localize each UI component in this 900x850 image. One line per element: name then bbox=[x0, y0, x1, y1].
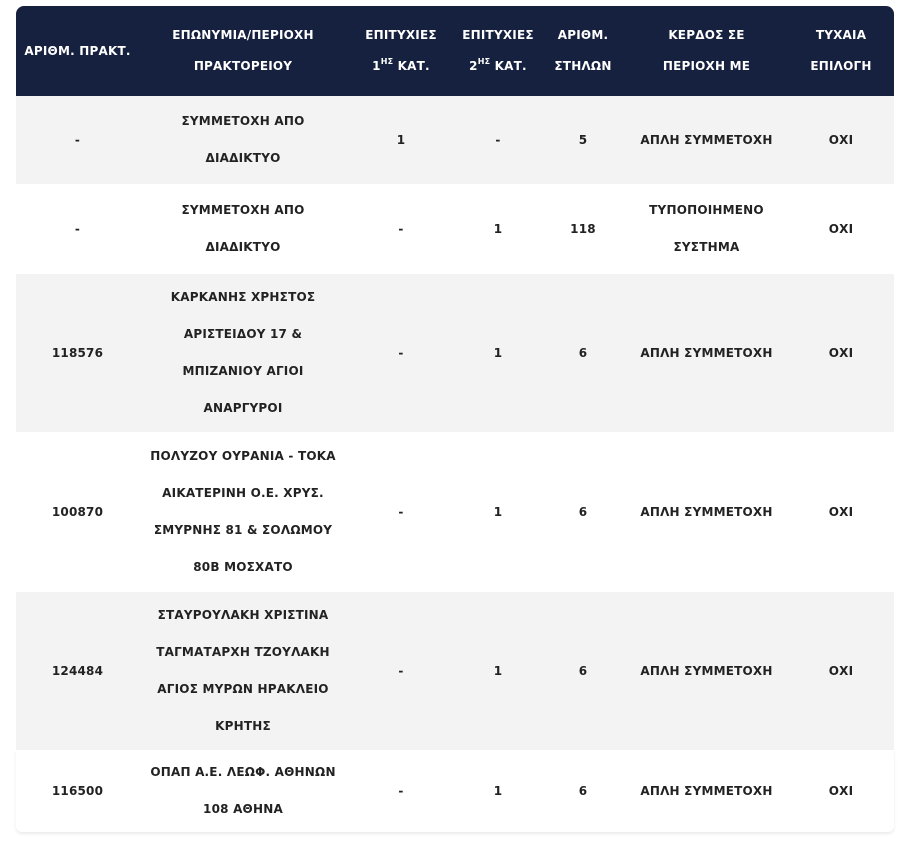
cell-text: ΣΜΥΡΝΗΣ 81 & ΣΟΛΩΜΟΥ bbox=[153, 523, 333, 537]
header-agency-name bbox=[139, 6, 347, 96]
cell-text: 100870 bbox=[51, 504, 104, 519]
header-wins-second bbox=[455, 6, 541, 96]
cell-text: ΣΥΜΜΕΤΟΧΗ ΑΠΟ bbox=[181, 114, 305, 128]
cell-text: ΟΧΙ bbox=[828, 663, 854, 678]
cell-text: ΑΠΛΗ ΣΥΜΜΕΤΟΧΗ bbox=[640, 504, 773, 519]
cell-text: 6 bbox=[578, 783, 588, 798]
cell-text: - bbox=[398, 663, 404, 678]
ordinal-suffix: ΗΣ bbox=[477, 57, 491, 66]
cell-wins-first bbox=[347, 96, 455, 184]
cell-text: - bbox=[398, 221, 404, 236]
cell-wins-second bbox=[455, 750, 541, 832]
cell-wins-second bbox=[455, 96, 541, 184]
header-label: ΚΕΡΔΟΣ ΣΕ bbox=[668, 28, 745, 42]
cell-text: ΑΡΙΣΤΕΙΔΟΥ 17 & bbox=[183, 327, 303, 341]
cell-text: ΟΧΙ bbox=[828, 345, 854, 360]
table-row bbox=[16, 592, 894, 750]
cell-text: 1 bbox=[493, 663, 503, 678]
cell-agency-number bbox=[16, 184, 139, 274]
ordinal-suffix: ΗΣ bbox=[380, 57, 394, 66]
cell-text: ΤΑΓΜΑΤΑΡΧΗ ΤΖΟΥΛΑΚΗ bbox=[156, 645, 330, 659]
cell-text: ΑΠΛΗ ΣΥΜΜΕΤΟΧΗ bbox=[640, 783, 773, 798]
header-gain bbox=[625, 6, 788, 96]
cell-wins-first bbox=[347, 592, 455, 750]
cell-text: ΚΑΡΚΑΝΗΣ ΧΡΗΣΤΟΣ bbox=[170, 290, 316, 304]
cell-text: - bbox=[398, 504, 404, 519]
cell-text: - bbox=[398, 345, 404, 360]
cell-wins-second bbox=[455, 592, 541, 750]
header-label: ΕΠΙΤΥΧΙΕΣ bbox=[462, 28, 534, 42]
cell-gain bbox=[625, 750, 788, 832]
cell-text: ΟΧΙ bbox=[828, 132, 854, 147]
cell-text: ΔΙΑΔΙΚΤΥΟ bbox=[205, 240, 281, 254]
cell-text: 6 bbox=[578, 504, 588, 519]
header-label: ΕΠΙΤΥΧΙΕΣ bbox=[365, 28, 437, 42]
cell-text: ΤΥΠΟΠΟΙΗΜΕΝΟ bbox=[649, 203, 764, 217]
cell-text: 80Β ΜΟΣΧΑΤΟ bbox=[193, 560, 293, 574]
cell-gain bbox=[625, 184, 788, 274]
cell-text: - bbox=[74, 221, 81, 236]
header-label: ΤΥΧΑΙΑ bbox=[815, 28, 867, 42]
cell-text: - bbox=[398, 783, 404, 798]
cell-text: ΑΓΙΟΣ ΜΥΡΩΝ ΗΡΑΚΛΕΙΟ bbox=[157, 682, 329, 696]
cell-agency-name bbox=[139, 750, 347, 832]
cell-random bbox=[788, 96, 894, 184]
header-label: ΣΤΗΛΩΝ bbox=[554, 59, 612, 73]
cell-text: ΣΥΣΤΗΜΑ bbox=[673, 240, 740, 254]
winners-table bbox=[16, 6, 894, 832]
cell-text: ΑΝΑΡΓΥΡΟΙ bbox=[203, 401, 283, 415]
table-row bbox=[16, 96, 894, 184]
cell-text: 118 bbox=[570, 221, 596, 236]
cell-text: 118576 bbox=[51, 345, 104, 360]
cell-text: ΟΧΙ bbox=[828, 783, 854, 798]
header-random bbox=[788, 6, 894, 96]
cell-columns bbox=[541, 592, 625, 750]
cell-text: ΟΧΙ bbox=[828, 221, 854, 236]
cell-text: ΑΠΛΗ ΣΥΜΜΕΤΟΧΗ bbox=[640, 345, 773, 360]
cell-agency-name bbox=[139, 96, 347, 184]
cell-wins-first bbox=[347, 750, 455, 832]
cell-columns bbox=[541, 274, 625, 432]
cell-text: 124484 bbox=[51, 663, 104, 678]
cell-columns bbox=[541, 750, 625, 832]
ordinal-number: 1 bbox=[372, 59, 381, 73]
cell-text: ΟΧΙ bbox=[828, 504, 854, 519]
cell-wins-first bbox=[347, 184, 455, 274]
cell-text: 6 bbox=[578, 663, 588, 678]
cell-text: 6 bbox=[578, 345, 588, 360]
table-row bbox=[16, 274, 894, 432]
cell-agency-number bbox=[16, 274, 139, 432]
cell-text: 1 bbox=[396, 132, 406, 147]
table-header bbox=[16, 6, 894, 96]
cell-random bbox=[788, 274, 894, 432]
cell-text: - bbox=[495, 132, 501, 147]
header-label: ΕΠΙΛΟΓΗ bbox=[810, 59, 872, 73]
cell-wins-second bbox=[455, 184, 541, 274]
cell-text: 1 bbox=[493, 221, 503, 236]
cell-agency-name bbox=[139, 592, 347, 750]
header-label: ΑΡΙΘΜ. ΠΡΑΚΤ. bbox=[24, 43, 131, 58]
cell-text: 1 bbox=[493, 345, 503, 360]
cell-random bbox=[788, 592, 894, 750]
cell-agency-number bbox=[16, 750, 139, 832]
cell-random bbox=[788, 750, 894, 832]
header-columns bbox=[541, 6, 625, 96]
cell-gain bbox=[625, 432, 788, 592]
cell-text: ΑΠΛΗ ΣΥΜΜΕΤΟΧΗ bbox=[640, 663, 773, 678]
cell-agency-name bbox=[139, 432, 347, 592]
cell-text: 108 ΑΘΗΝΑ bbox=[203, 802, 283, 816]
cell-text: ΟΠΑΠ Α.Ε. ΛΕΩΦ. ΑΘΗΝΩΝ bbox=[150, 765, 336, 779]
cell-text: ΔΙΑΔΙΚΤΥΟ bbox=[205, 151, 281, 165]
cell-text: ΣΤΑΥΡΟΥΛΑΚΗ ΧΡΙΣΤΙΝΑ bbox=[157, 608, 329, 622]
table-row bbox=[16, 750, 894, 832]
cell-text: ΣΥΜΜΕΤΟΧΗ ΑΠΟ bbox=[181, 203, 305, 217]
cell-agency-number bbox=[16, 432, 139, 592]
cell-gain bbox=[625, 96, 788, 184]
category-label: ΚΑΤ. bbox=[490, 59, 527, 73]
cell-gain bbox=[625, 274, 788, 432]
cell-wins-second bbox=[455, 432, 541, 592]
cell-text: 1 bbox=[493, 783, 503, 798]
header-agency-number bbox=[16, 6, 139, 96]
header-label: ΕΠΩΝΥΜΙΑ/ΠΕΡΙΟΧΗ bbox=[172, 28, 314, 42]
cell-random bbox=[788, 432, 894, 592]
cell-agency-name bbox=[139, 184, 347, 274]
header-label: ΠΕΡΙΟΧΗ ΜΕ bbox=[662, 59, 751, 73]
cell-text: ΚΡΗΤΗΣ bbox=[215, 719, 271, 733]
ordinal-number: 2 bbox=[469, 59, 478, 73]
cell-wins-first bbox=[347, 274, 455, 432]
category-label: ΚΑΤ. bbox=[393, 59, 430, 73]
cell-text: ΑΙΚΑΤΕΡΙΝΗ Ο.Ε. ΧΡΥΣ. bbox=[162, 486, 324, 500]
cell-columns bbox=[541, 184, 625, 274]
table-row bbox=[16, 432, 894, 592]
cell-random bbox=[788, 184, 894, 274]
cell-text: 116500 bbox=[51, 783, 104, 798]
cell-agency-number bbox=[16, 592, 139, 750]
cell-columns bbox=[541, 96, 625, 184]
cell-wins-first bbox=[347, 432, 455, 592]
header-label: ΑΡΙΘΜ. bbox=[557, 28, 609, 42]
cell-columns bbox=[541, 432, 625, 592]
header-label bbox=[469, 51, 527, 82]
cell-text: 5 bbox=[578, 132, 588, 147]
cell-text: - bbox=[74, 132, 81, 147]
cell-text: ΜΠΙΖΑΝΙΟΥ ΑΓΙΟΙ bbox=[182, 364, 304, 378]
cell-text: ΠΟΛΥΖΟΥ ΟΥΡΑΝΙΑ - ΤΟΚΑ bbox=[150, 449, 336, 463]
cell-gain bbox=[625, 592, 788, 750]
cell-agency-number bbox=[16, 96, 139, 184]
header-label bbox=[372, 51, 430, 82]
cell-agency-name bbox=[139, 274, 347, 432]
cell-wins-second bbox=[455, 274, 541, 432]
cell-text: 1 bbox=[493, 504, 503, 519]
header-label: ΠΡΑΚΤΟΡΕΙΟΥ bbox=[193, 59, 293, 73]
table-row bbox=[16, 184, 894, 274]
cell-text: ΑΠΛΗ ΣΥΜΜΕΤΟΧΗ bbox=[640, 132, 773, 147]
header-wins-first bbox=[347, 6, 455, 96]
